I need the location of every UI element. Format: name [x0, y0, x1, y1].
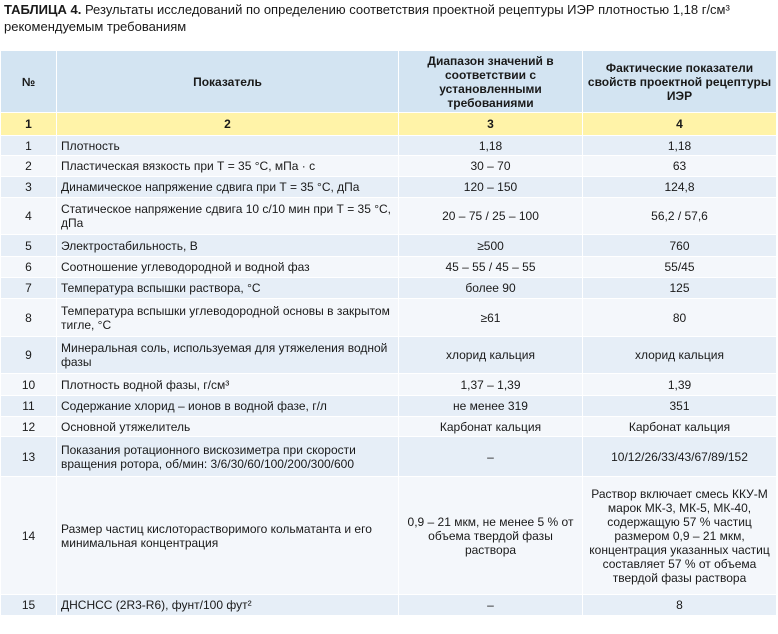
row-number: 10 — [1, 374, 57, 396]
row-number: 3 — [1, 177, 57, 198]
row-number: 11 — [1, 396, 57, 417]
header-actual-values: Фактические показатели свойств проектной рецептуры ИЭР — [583, 51, 777, 113]
row-actual-value: 351 — [583, 396, 777, 417]
column-number: 3 — [399, 113, 583, 136]
table-row — [1, 417, 777, 437]
header-number: № — [1, 51, 57, 113]
header-indicator: Показатель — [57, 51, 399, 113]
table-row — [1, 477, 777, 595]
row-required-range: 0,9 – 21 мкм, не менее 5 % от объема твердой фазы раствора — [399, 477, 583, 595]
row-indicator: Содержание хлорид – ионов в водной фазе, г/л — [57, 396, 399, 417]
row-actual-value: 10/12/26/33/43/67/89/152 — [583, 437, 777, 477]
row-actual-value: 56,2 / 57,6 — [583, 198, 777, 235]
row-number: 6 — [1, 257, 57, 278]
column-number: 1 — [1, 113, 57, 136]
row-required-range: – — [399, 437, 583, 477]
table-header-row — [1, 51, 777, 113]
table-row — [1, 337, 777, 374]
row-required-range: ≥500 — [399, 235, 583, 257]
table-row — [1, 278, 777, 299]
row-required-range: – — [399, 595, 583, 616]
column-number: 2 — [57, 113, 399, 136]
column-number-row — [1, 113, 777, 136]
row-required-range: не менее 319 — [399, 396, 583, 417]
row-actual-value: 125 — [583, 278, 777, 299]
row-number: 7 — [1, 278, 57, 299]
row-indicator: Температура вспышки углеводородной основы в закрытом тигле, °С — [57, 299, 399, 337]
row-required-range: 1,37 – 1,39 — [399, 374, 583, 396]
row-number: 12 — [1, 417, 57, 437]
row-indicator: Электростабильность, В — [57, 235, 399, 257]
row-number: 14 — [1, 477, 57, 595]
row-required-range: ≥61 — [399, 299, 583, 337]
table-row — [1, 396, 777, 417]
table-row — [1, 177, 777, 198]
row-number: 5 — [1, 235, 57, 257]
row-number: 2 — [1, 156, 57, 177]
row-actual-value: хлорид кальция — [583, 337, 777, 374]
row-actual-value: 124,8 — [583, 177, 777, 198]
table-row — [1, 595, 777, 616]
row-actual-value: 8 — [583, 595, 777, 616]
row-number: 9 — [1, 337, 57, 374]
table-caption-text: Результаты исследований по определению соответствия проектной рецептуры ИЭР плотностью 1,18 г/см³ рекомендуемым требованиям — [4, 2, 730, 34]
row-actual-value: 55/45 — [583, 257, 777, 278]
row-number: 4 — [1, 198, 57, 235]
row-actual-value: 760 — [583, 235, 777, 257]
row-indicator: Соотношение углеводородной и водной фаз — [57, 257, 399, 278]
column-number: 4 — [583, 113, 777, 136]
table-row — [1, 235, 777, 257]
row-actual-value: Раствор включает смесь ККУ-М марок МК-3, МК-5, МК-40, содержащую 57 % частиц размером 0,9 – 21 мкм, концентрация указанных частиц составляет 57 % от объема твердой фазы раствора — [583, 477, 777, 595]
row-indicator: Основной утяжелитель — [57, 417, 399, 437]
results-table — [0, 50, 777, 616]
row-actual-value: 80 — [583, 299, 777, 337]
row-indicator: Плотность — [57, 136, 399, 156]
row-required-range: 20 – 75 / 25 – 100 — [399, 198, 583, 235]
row-actual-value: 63 — [583, 156, 777, 177]
row-required-range: хлорид кальция — [399, 337, 583, 374]
row-number: 15 — [1, 595, 57, 616]
table-row — [1, 257, 777, 278]
table-caption — [4, 1, 774, 35]
row-required-range: 120 – 150 — [399, 177, 583, 198]
row-indicator: Температура вспышки раствора, °С — [57, 278, 399, 299]
row-required-range: Карбонат кальция — [399, 417, 583, 437]
table-row — [1, 437, 777, 477]
row-required-range: 45 – 55 / 45 – 55 — [399, 257, 583, 278]
row-required-range: 1,18 — [399, 136, 583, 156]
row-indicator: Статическое напряжение сдвига 10 с/10 мин при Т = 35 °С, дПа — [57, 198, 399, 235]
row-required-range: 30 – 70 — [399, 156, 583, 177]
row-indicator: Показания ротационного вискозиметра при скорости вращения ротора, об/мин: 3/6/30/60/100/200/300/600 — [57, 437, 399, 477]
table-row — [1, 374, 777, 396]
row-indicator: Плотность водной фазы, г/см³ — [57, 374, 399, 396]
table-caption-label: ТАБЛИЦА 4. — [4, 2, 82, 17]
row-number: 1 — [1, 136, 57, 156]
row-number: 8 — [1, 299, 57, 337]
row-indicator: ДНСНСС (2R3-R6), фунт/100 фут² — [57, 595, 399, 616]
row-indicator: Пластическая вязкость при Т = 35 °С, мПа · с — [57, 156, 399, 177]
row-number: 13 — [1, 437, 57, 477]
table-row — [1, 136, 777, 156]
row-actual-value: 1,39 — [583, 374, 777, 396]
table-row — [1, 198, 777, 235]
row-indicator: Минеральная соль, используемая для утяжеления водной фазы — [57, 337, 399, 374]
row-required-range: более 90 — [399, 278, 583, 299]
row-indicator: Динамическое напряжение сдвига при Т = 35 °С, дПа — [57, 177, 399, 198]
table-row — [1, 299, 777, 337]
header-required-range: Диапазон значений в соответствии с установленными требованиями — [399, 51, 583, 113]
row-actual-value: Карбонат кальция — [583, 417, 777, 437]
row-actual-value: 1,18 — [583, 136, 777, 156]
row-indicator: Размер частиц кислоторастворимого кольматанта и его минимальная концентрация — [57, 477, 399, 595]
table-row — [1, 156, 777, 177]
